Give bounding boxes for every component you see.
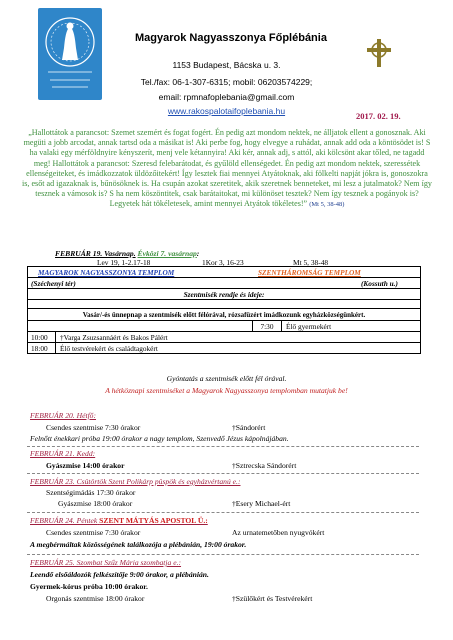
parish-email: email: rpmnafoplebania@gmail.com (158, 92, 295, 102)
mass-intention: †Varga Zsuzsannáért és Bakos Pálért (60, 332, 168, 342)
day-entry: Csendes szentmise 7:30 órakor (46, 423, 141, 432)
mass-intention: Élő gyermekért (286, 321, 332, 331)
parish-name: Magyarok Nagyasszonya Főplébánia (135, 32, 327, 44)
day-entry: Gyermek-kórus próba 10:00 órakor. (30, 582, 148, 591)
mass-time: 7:30 (252, 321, 282, 331)
table-row (28, 321, 420, 332)
day-entry-intention: Az urnatemetőben nyugvókért (232, 528, 325, 537)
day-entry: Orgonás szentmise 18:00 órakor (46, 594, 145, 603)
reading-3: Mt 5, 38-48 (293, 258, 329, 267)
mass-time: 18:00 (28, 343, 56, 353)
mass-schedule-table (27, 266, 421, 354)
rosary-note: Vasár/-és ünnepnap a szentmisék előtt félórával, rózsafüzért imádkozunk egyházközségünkért. (82, 310, 366, 319)
weekday-note: A hétköznapi szentmiséket a Magyarok Nagyasszonya templomban mutatjuk be! (105, 386, 348, 395)
day-entry-intention: †Szülőkért és Testvérekért (232, 594, 313, 603)
mass-intention: Élő testvérekért és családtagokért (60, 343, 158, 353)
day-entry-intention: †Esery Michael-ért (232, 499, 291, 508)
parish-phone: Tel./fax: 06-1-307-6315; mobil: 06203574229; (140, 77, 313, 87)
table-row (28, 278, 420, 289)
day-entry: Csendes szentmise 7:30 órakor (46, 528, 141, 537)
table-row (28, 289, 420, 300)
mass-time: 10:00 (28, 332, 56, 342)
day-entry: Felnőtt énekkari próba 19:00 órakor a nagy templom, Szenvedő Jézus kápolnájában. (30, 434, 289, 443)
day-heading: FEBRUÁR 24. Péntek SZENT MÁTYÁS APOSTOL Ü.: (30, 516, 208, 525)
divider (27, 554, 419, 555)
parish-website[interactable]: www.rakospalotaifoplebania.hu (167, 106, 286, 116)
confession-note: Gyóntatás a szentmisék előtt fél órával. (166, 374, 287, 383)
lectionary-heading: FEBRUÁR 19. Vasárnap. Évközi 7. vasárnap: (55, 249, 200, 258)
table-row (28, 343, 420, 353)
day-entry: Szentségimádás 17:30 órakor (46, 488, 136, 497)
church-1-name: MAGYAROK NAGYASSZONYA TEMPLOM (38, 267, 175, 277)
church-2-name: SZENTHÁROMSÁG TEMPLOM (258, 267, 361, 277)
cross-icon (366, 38, 392, 68)
day-entry-intention: †Sándorért (232, 423, 266, 432)
church-2-street: (Kossuth u.) (361, 278, 398, 288)
divider (27, 473, 419, 474)
reading-1: Lev 19, 1-2.17-18 (97, 258, 151, 267)
table-row (28, 332, 420, 343)
day-entry: Gyászmise 18:00 órakor (58, 499, 133, 508)
parish-address: 1153 Budapest, Bácska u. 3. (172, 60, 281, 70)
day-heading: FEBRUÁR 20. Hétfő: (30, 411, 97, 420)
gospel-quote: „Hallottátok a parancsot: Szemet szemért és fogat fogért. Én pedig azt mondom nektek, ne álljatok ellent a gonosznak. Aki megüti a jobb arcodat, annak tartsd oda a másikat is! Aki perbe fog, hogy elvegye a ruhádat, annak add oda a köntösödet is! S ha valaki egy mérföldnyire kényszerít, menj vele kétannyira! Aki kér, annak adj, s attól, aki kölcsönt akar tőled, ne tagadd meg! Hallottátok a parancsot: Szeresd felebarátodat, és gyűlöld ellenségedet. Én pedig azt mondom nektek, szeressétek ellenségeiteket, és imádkozzatok üldözőitekért! Így lesztek fiai mennyei Atyátoknak, aki fölkelti napját jókra is, gonoszokra is, esőt ad igazaknak is, bűnösöknek is. Ha csupán azokat szeretitek, akik szeretnek benneteket, mi lesz a jutalmatok? Nem így tesznek a vámosok is? S ha nem köszöntitek, csak barátaitokat, mi különöset tesztek? Nem így tesznek a pogányok is? Legyetek hát tökéletesek, amint mennyei Atyátok tökéletes!” (Mt 5, 38-48) (22, 128, 432, 209)
day-entry: A megbérmáltak közösségének találkozója a plébánián, 19:00 órakor. (30, 540, 247, 549)
church-1-street: (Széchenyi tér) (31, 278, 76, 288)
quote-reference: (Mt 5, 38-48) (309, 201, 345, 209)
day-entry-intention: †Sztrecska Sándorért (232, 461, 297, 470)
bulletin-date: 2017. 02. 19. (356, 111, 401, 121)
day-heading: FEBRUÁR 25. Szombat Szűz Mária szombatja e.: (30, 558, 182, 567)
mass-order-heading: Szentmisék rendje és ideje: (183, 289, 265, 299)
table-row (28, 267, 420, 278)
day-heading: FEBRUÁR 21. Kedd: (30, 449, 96, 458)
day-entry: Leendő elsőáldozók felkészítője 9:00 órakor, a plébánián. (30, 570, 209, 579)
divider (27, 446, 419, 447)
day-heading: FEBRUÁR 23. Csütörtök Szent Polikárp püspök és egyházvértanú e.: (30, 477, 241, 486)
table-row (28, 300, 420, 309)
reading-2: 1Kor 3, 16-23 (202, 258, 244, 267)
divider (27, 512, 419, 513)
table-row (28, 309, 420, 321)
day-entry: Gyászmise 14:00 órakor (46, 461, 125, 470)
